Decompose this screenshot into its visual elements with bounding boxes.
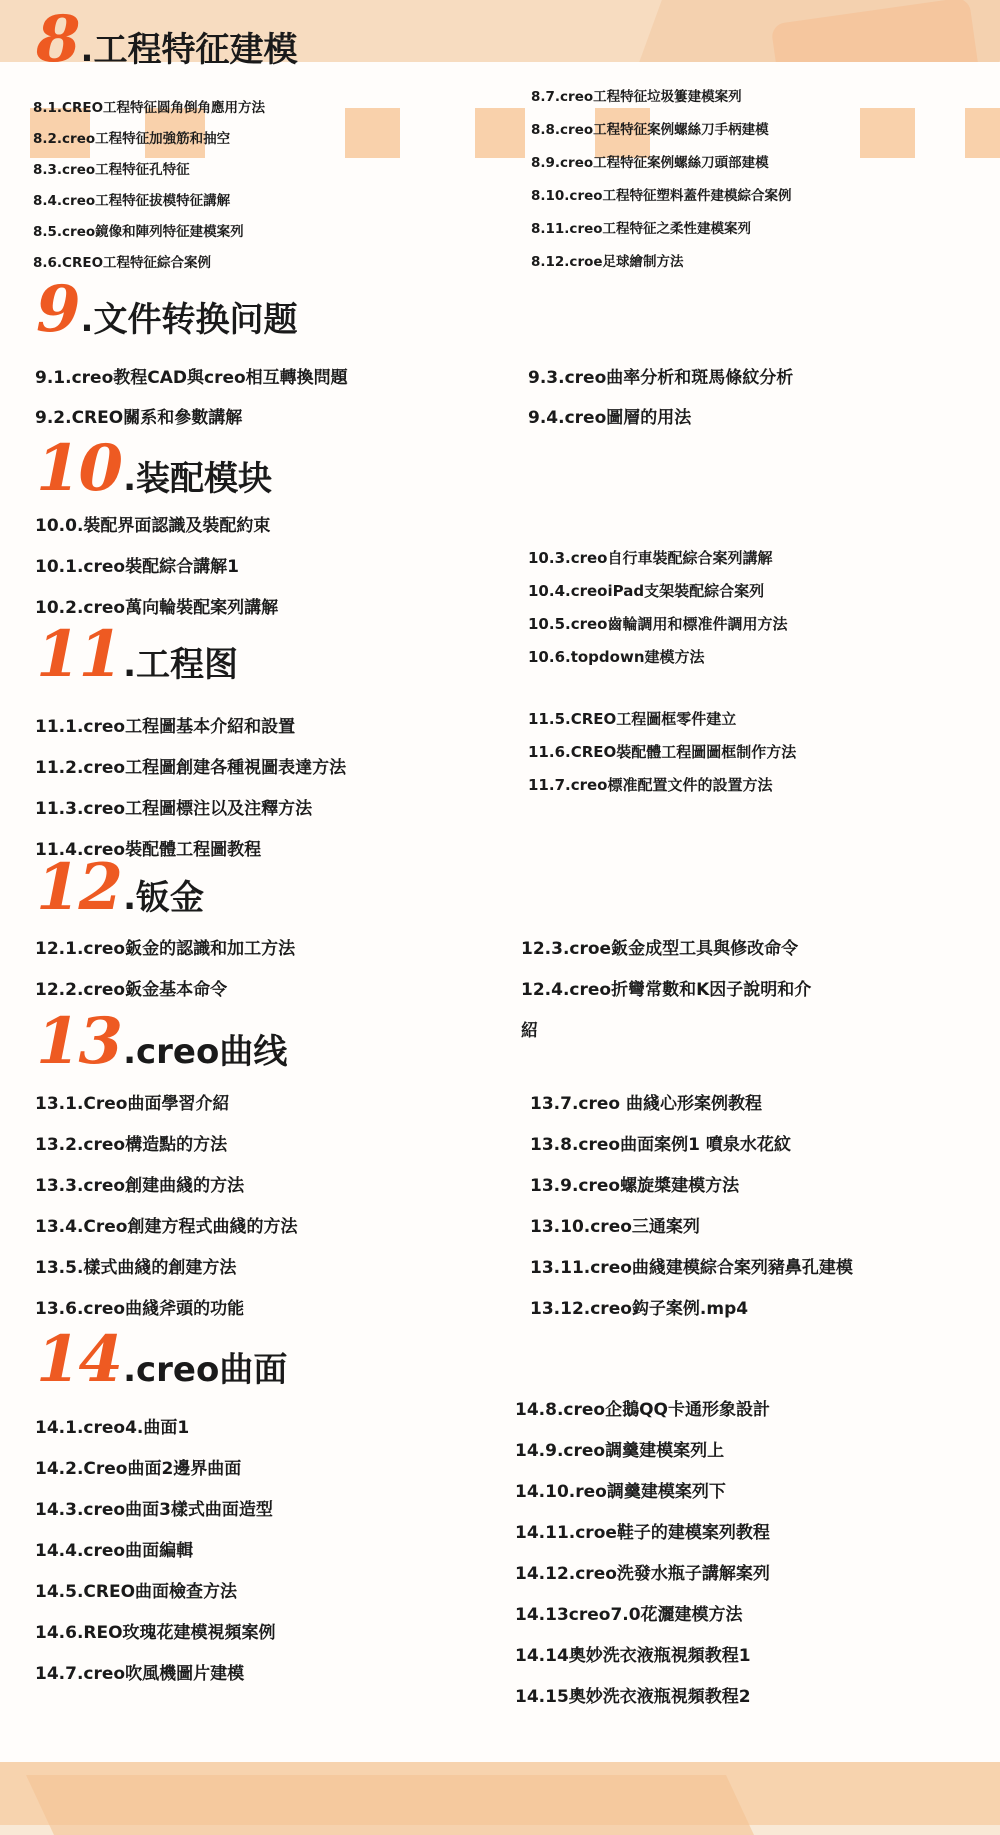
list-item[interactable]: 11.1.creo工程圖基本介紹和設置: [35, 717, 296, 737]
section-heading: [36, 1322, 288, 1397]
background-shape: [26, 1775, 754, 1835]
list-item[interactable]: 10.3.creo自行車裝配綜合案列講解: [528, 549, 773, 567]
list-item[interactable]: 13.5.樣式曲綫的創建方法: [35, 1258, 237, 1278]
section-title: .钣金: [123, 878, 204, 918]
list-item[interactable]: 14.8.creo企鵝QQ卡通形象設計: [515, 1400, 770, 1420]
list-item[interactable]: 10.1.creo裝配綜合講解1: [35, 557, 239, 577]
section-number: 10: [36, 431, 122, 506]
list-item[interactable]: 8.9.creo工程特征案例螺絲刀頭部建模: [531, 155, 769, 171]
list-item[interactable]: 9.2.CREO關系和參數講解: [35, 408, 243, 428]
section-heading: [36, 617, 238, 692]
list-item[interactable]: 14.9.creo調羹建模案列上: [515, 1441, 725, 1461]
list-item[interactable]: 8.2.creo工程特征加強筋和抽空: [33, 131, 231, 147]
list-item[interactable]: 8.6.CREO工程特征綜合案例: [33, 255, 212, 271]
section-heading: [36, 431, 272, 506]
list-item[interactable]: 14.11.croe鞋子的建模案列教程: [515, 1523, 770, 1543]
list-item[interactable]: 10.4.creoiPad支架裝配綜合案列: [528, 582, 765, 600]
section-title: .工程特征建模: [80, 30, 298, 70]
list-item[interactable]: 8.5.creo鏡像和陣列特征建模案列: [33, 224, 244, 240]
section-heading: [36, 2, 298, 77]
list-item[interactable]: 13.10.creo三通案列: [530, 1217, 700, 1237]
list-item[interactable]: 8.10.creo工程特征塑料蓋件建模綜合案例: [531, 188, 792, 204]
list-item[interactable]: 8.8.creo工程特征案例螺絲刀手柄建模: [531, 122, 769, 138]
tape-strip: [475, 108, 525, 158]
list-item[interactable]: 11.2.creo工程圖創建各種視圖表達方法: [35, 758, 347, 778]
list-item[interactable]: 13.1.Creo曲面學習介紹: [35, 1094, 230, 1114]
list-item[interactable]: 12.2.creo鈑金基本命令: [35, 980, 228, 1000]
list-item[interactable]: 14.3.creo曲面3樣式曲面造型: [35, 1500, 273, 1520]
list-item[interactable]: 10.5.creo齒輪調用和標准件調用方法: [528, 615, 788, 633]
section-number: 12: [36, 850, 122, 925]
section-heading: [36, 850, 204, 925]
list-item[interactable]: 13.9.creo螺旋槳建模方法: [530, 1176, 740, 1196]
list-item[interactable]: 13.2.creo構造點的方法: [35, 1135, 228, 1155]
section-number: 8: [36, 2, 79, 77]
list-item[interactable]: 14.6.REO玫瑰花建模視頻案例: [35, 1623, 276, 1643]
list-item[interactable]: 14.5.CREO曲面檢查方法: [35, 1582, 238, 1602]
list-item[interactable]: 9.3.creo曲率分析和斑馬條紋分析: [528, 368, 794, 388]
section-number: 14: [36, 1322, 122, 1397]
section-title: .文件转换问题: [80, 300, 298, 340]
list-item[interactable]: 13.7.creo 曲綫心形案例教程: [530, 1094, 762, 1114]
list-item[interactable]: 8.4.creo工程特征拔模特征講解: [33, 193, 231, 209]
section-heading: [36, 1004, 288, 1079]
list-item[interactable]: 14.4.creo曲面編輯: [35, 1541, 194, 1561]
tape-strip: [860, 108, 915, 158]
list-item[interactable]: 8.7.creo工程特征垃圾簍建模案列: [531, 89, 742, 105]
list-item[interactable]: 14.12.creo洗發水瓶子講解案列: [515, 1564, 770, 1584]
list-item[interactable]: 9.4.creo圖層的用法: [528, 408, 692, 428]
list-item[interactable]: 10.2.creo萬向輪裝配案列講解: [35, 598, 279, 618]
tape-strip: [345, 108, 400, 158]
list-item[interactable]: 13.12.creo鈎子案例.mp4: [530, 1299, 749, 1319]
list-item[interactable]: 9.1.creo教程CAD與creo相互轉換問題: [35, 368, 348, 388]
list-item[interactable]: 10.6.topdown建模方法: [528, 648, 705, 666]
list-item[interactable]: 14.2.Creo曲面2邊界曲面: [35, 1459, 242, 1479]
list-item[interactable]: 14.14奧妙洗衣液瓶視頻教程1: [515, 1646, 751, 1666]
list-item[interactable]: 11.5.CREO工程圖框零件建立: [528, 710, 737, 728]
list-item[interactable]: 12.1.creo鈑金的認識和加工方法: [35, 939, 296, 959]
list-item[interactable]: 11.6.CREO裝配體工程圖圖框制作方法: [528, 743, 797, 761]
list-item[interactable]: 13.8.creo曲面案例1 噴泉水花紋: [530, 1135, 791, 1155]
section-title: .工程图: [123, 645, 238, 685]
list-item[interactable]: 14.13creo7.0花灑建模方法: [515, 1605, 743, 1625]
list-item[interactable]: 8.1.CREO工程特征圆角倒角應用方法: [33, 100, 266, 116]
list-item[interactable]: 13.6.creo曲綫斧頭的功能: [35, 1299, 245, 1319]
list-item[interactable]: 8.12.croe足球繪制方法: [531, 254, 684, 270]
section-heading: [36, 272, 298, 347]
list-item[interactable]: 8.3.creo工程特征孔特征: [33, 162, 190, 178]
list-item[interactable]: 12.3.croe鈑金成型工具與修改命令: [521, 939, 799, 959]
list-item[interactable]: 13.4.Creo創建方程式曲綫的方法: [35, 1217, 298, 1237]
section-number: 9: [36, 272, 79, 347]
list-item[interactable]: 10.0.裝配界面認識及裝配約束: [35, 516, 271, 536]
section-title: .装配模块: [123, 459, 272, 499]
section-title: .creo曲线: [123, 1032, 288, 1072]
list-item[interactable]: 11.7.creo標准配置文件的設置方法: [528, 776, 773, 794]
section-title: .creo曲面: [123, 1350, 288, 1390]
list-item[interactable]: 14.1.creo4.曲面1: [35, 1418, 190, 1438]
list-item[interactable]: 13.11.creo曲綫建模綜合案列豬鼻孔建模: [530, 1258, 853, 1278]
list-item[interactable]: 14.10.reo調羹建模案列下: [515, 1482, 726, 1502]
list-item[interactable]: 13.3.creo創建曲綫的方法: [35, 1176, 245, 1196]
section-number: 11: [36, 617, 122, 692]
list-item[interactable]: 14.15奧妙洗衣液瓶視頻教程2: [515, 1687, 751, 1707]
list-item[interactable]: 14.7.creo吹風機圖片建模: [35, 1664, 245, 1684]
tape-strip: [965, 108, 1000, 158]
list-item: 紹: [521, 1021, 538, 1041]
section-number: 13: [36, 1004, 122, 1079]
list-item[interactable]: 11.4.creo裝配體工程圖教程: [35, 840, 262, 860]
list-item[interactable]: 11.3.creo工程圖標注以及注釋方法: [35, 799, 313, 819]
list-item[interactable]: 8.11.creo工程特征之柔性建模案列: [531, 221, 752, 237]
list-item[interactable]: 12.4.creo折彎常數和K因子說明和介: [521, 980, 812, 1000]
